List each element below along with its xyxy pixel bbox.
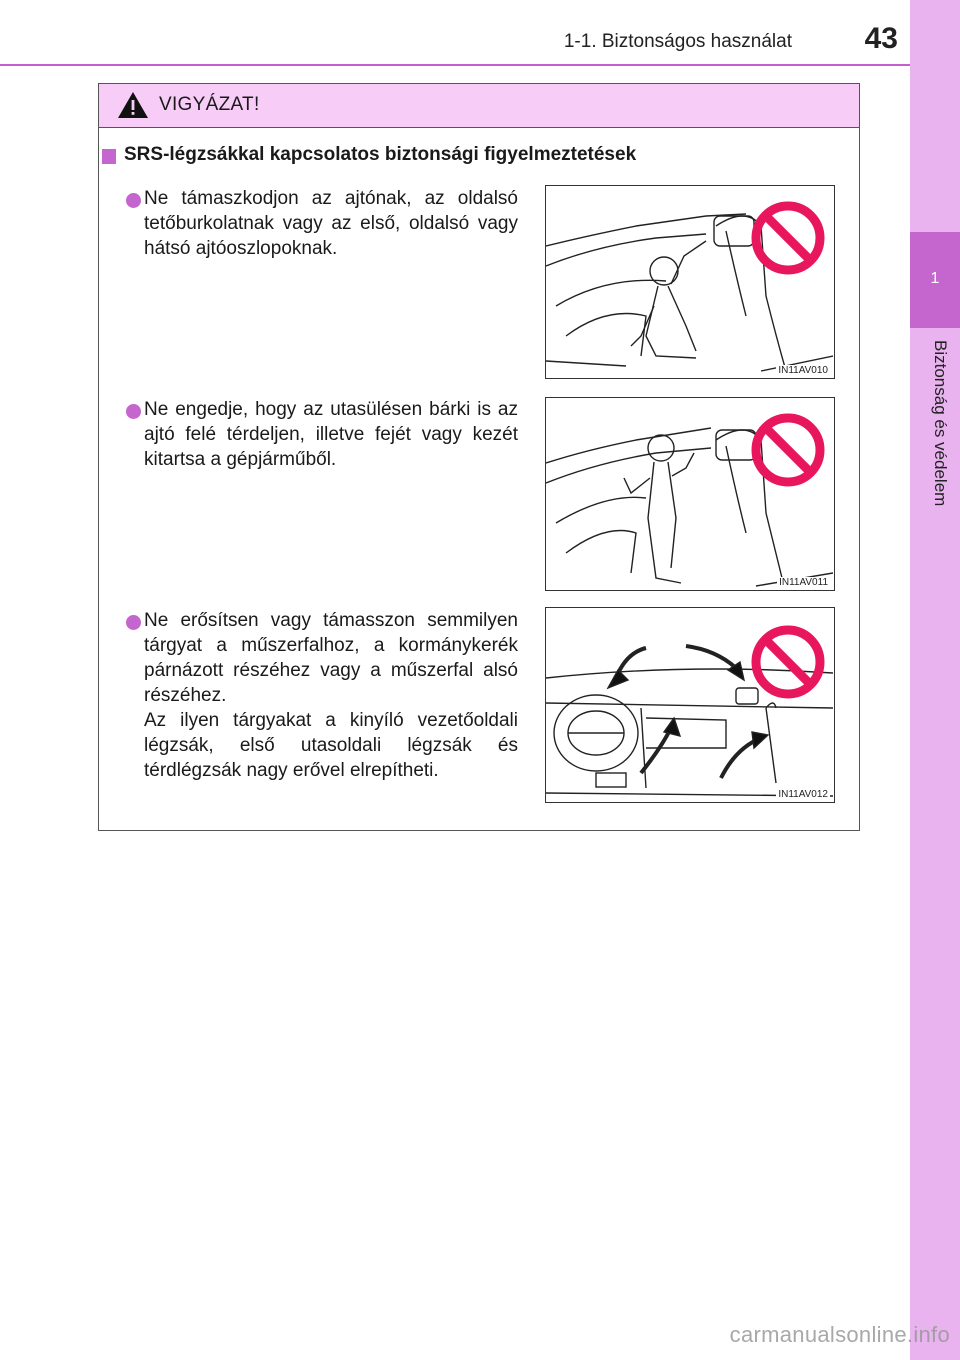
- section-marker-square: [102, 149, 116, 164]
- illustration-dashboard-objects: [545, 607, 835, 803]
- bullet-dot: [126, 193, 141, 208]
- chapter-title: Biztonság és védelem: [931, 340, 950, 507]
- image-id-label: IN11AV010: [778, 365, 828, 376]
- warning-item-1-text: Ne támaszkodjon az ajtónak, az oldalsó tetőburkolatnak vagy az első, oldalsó vagy hátsó ajtóoszlopoknak.: [144, 188, 518, 259]
- watermark: carmanualsonline.info: [729, 1322, 950, 1347]
- illustration-kneel-toward-door: [545, 397, 835, 591]
- prohibited-icon: [750, 412, 826, 488]
- chapter-side-tab: [910, 0, 960, 1360]
- bullet-dot: [126, 615, 141, 630]
- warning-item-3-text: Ne erősítsen vagy támasszon semmilyen tárgyat a műszerfalhoz, a kormánykerék párnázott részéhez vagy a műszerfal alsó részéhez.: [144, 610, 518, 706]
- prohibited-icon: [750, 624, 826, 700]
- illustration-lean-on-door: [545, 185, 835, 379]
- warning-item-2-text: Ne engedje, hogy az utasülésen bárki is az ajtó felé térdeljen, illetve fejét vagy kezét kitartsa a gépjárműből.: [144, 399, 518, 470]
- warning-triangle-icon: [117, 91, 149, 119]
- caution-header: [99, 84, 859, 128]
- caution-title: VIGYÁZAT!: [159, 94, 260, 115]
- section-heading: SRS-légzsákkal kapcsolatos biztonsági figyelmeztetések: [124, 144, 637, 165]
- page-number: 43: [864, 22, 898, 55]
- bullet-dot: [126, 404, 141, 419]
- image-id-label: IN11AV011: [779, 577, 828, 588]
- warning-item-3-note: Az ilyen tárgyakat a kinyíló vezetőoldali légzsák, első utasoldali légzsák és térdlégzsák nagy erővel elrepítheti.: [144, 710, 518, 781]
- image-id-label: IN11AV012: [778, 789, 828, 800]
- chapter-number: 1: [930, 270, 940, 287]
- header-rule: [0, 64, 910, 66]
- running-header-section: 1-1. Biztonságos használat: [563, 31, 792, 52]
- prohibited-icon: [750, 200, 826, 276]
